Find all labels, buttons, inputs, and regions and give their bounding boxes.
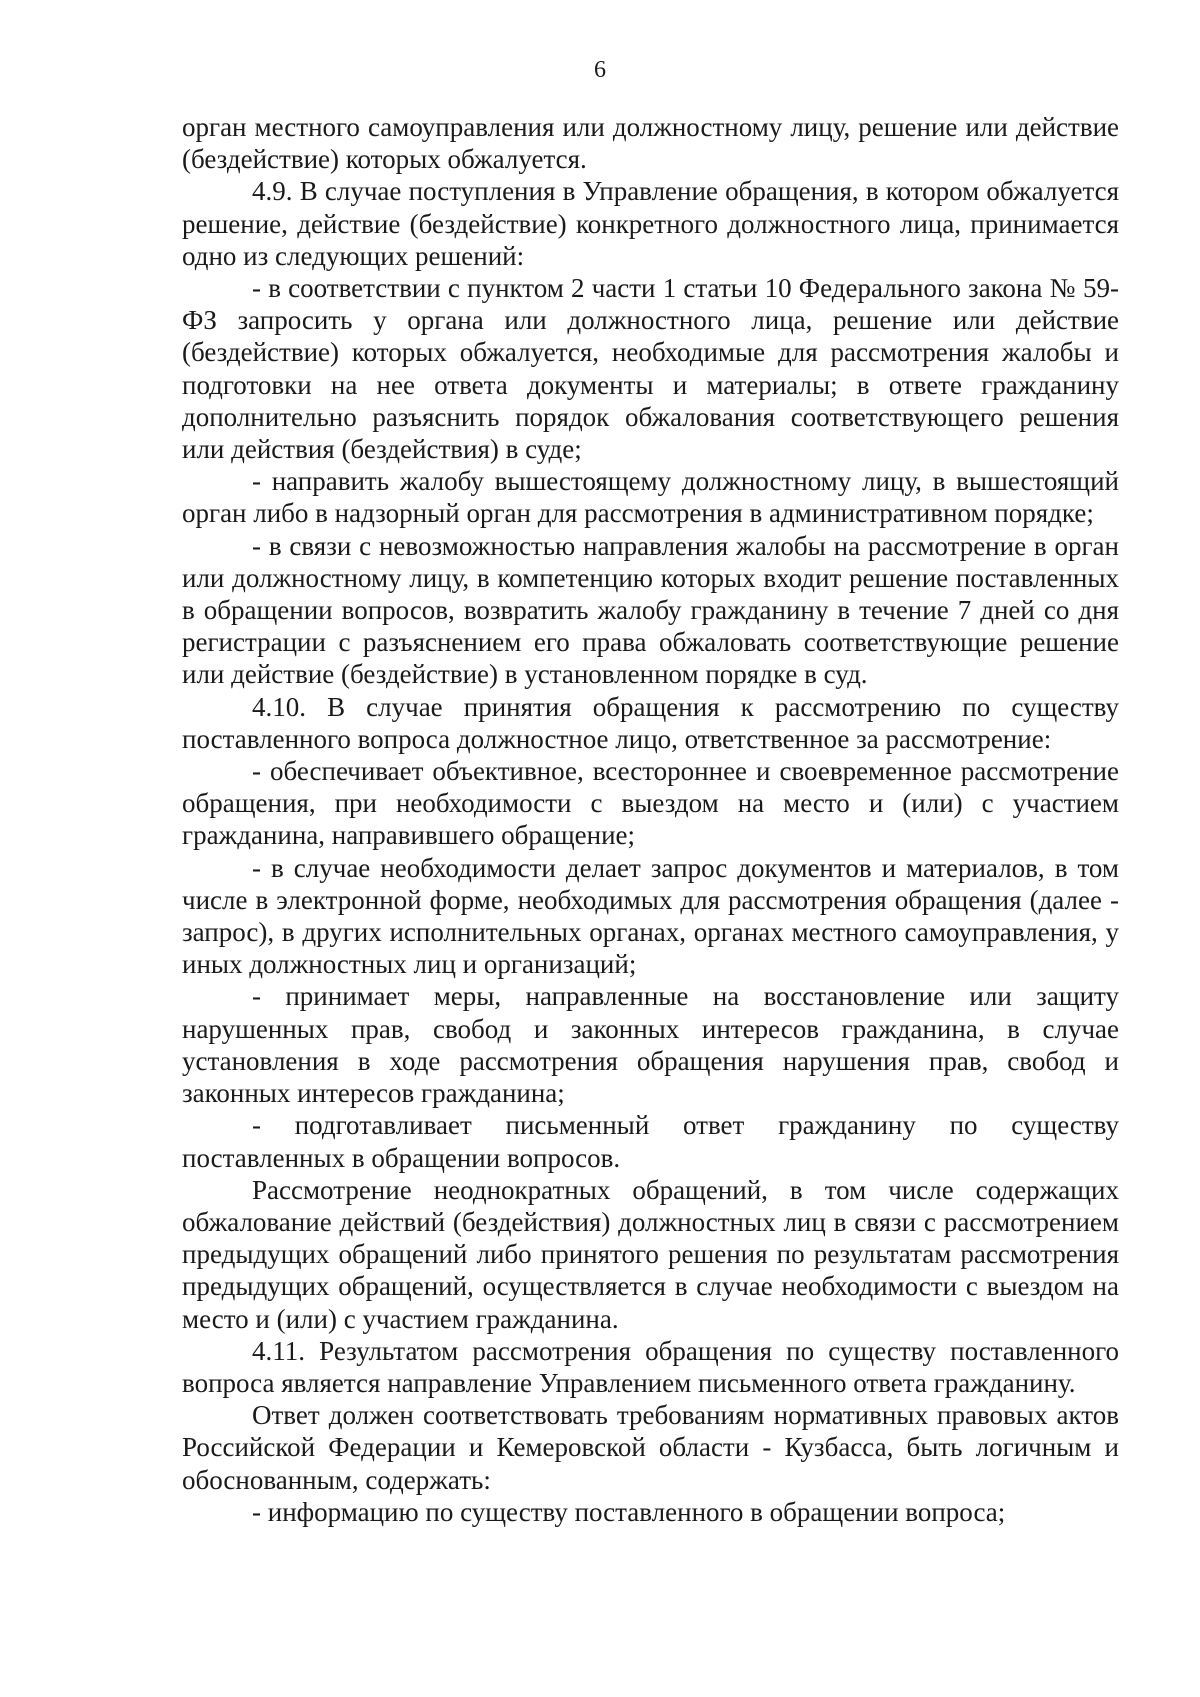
paragraph-continuation: орган местного самоуправления или должностному лицу, решение или действие (бездействие) которых обжалуется. bbox=[182, 112, 1119, 175]
list-item-return-complaint: - в связи с невозможностью направления жалобы на рассмотрение в орган или должностному лицу, в компетенцию которых входит решение поставленных в обращении вопросов, возвратить жалобу гражданину в течение 7 дней со дня регистрации с разъяснением его права обжаловать соответствующие решение или действие (бездействие) в установленном порядке в суд. bbox=[182, 530, 1119, 690]
list-item-ensure-review: - обеспечивает объективное, всестороннее и своевременное рассмотрение обращения, при необходимости с выездом на место и (или) с участием гражданина, направившего обращение; bbox=[182, 756, 1119, 851]
paragraph-4-11: 4.11. Результатом рассмотрения обращения по существу поставленного вопроса является направление Управлением письменного ответа гражданину. bbox=[182, 1335, 1119, 1398]
paragraph-4-10: 4.10. В случае принятия обращения к рассмотрению по существу поставленного вопроса должностное лицо, ответственное за рассмотрение: bbox=[182, 691, 1119, 754]
paragraph-answer-requirements: Ответ должен соответствовать требованиям нормативных правовых актов Российской Федерации и Кемеровской области - Кузбасса, быть логичным и обоснованным, содержать: bbox=[182, 1400, 1119, 1495]
list-item-forward-complaint: - направить жалобу вышестоящему должностному лицу, в вышестоящий орган либо в надзорный орган для рассмотрения в административном порядке; bbox=[182, 466, 1119, 529]
paragraph-4-9: 4.9. В случае поступления в Управление обращения, в котором обжалуется решение, действие (бездействие) конкретного должностного лица, принимается одно из следующих решений: bbox=[182, 176, 1119, 271]
document-body bbox=[182, 111, 1119, 1528]
list-item-information: - информацию по существу поставленного в обращении вопроса; bbox=[252, 1496, 1006, 1527]
list-item-prepare-answer: - подготавливает письменный ответ гражданину по существу поставленных в обращении вопросов. bbox=[182, 1110, 1119, 1173]
list-item-request-materials: - в случае необходимости делает запрос документов и материалов, в том числе в электронной форме, необходимых для рассмотрения обращения (далее - запрос), в других исполнительных органах, органах местного самоуправления, у иных должностных лиц и организаций; bbox=[182, 852, 1119, 980]
list-item-request-documents: - в соответствии с пунктом 2 части 1 статьи 10 Федерального закона № 59-ФЗ запросить у органа или должностного лица, решение или действие (бездействие) которых обжалуется, необходимые для рассмотрения жалобы и подготовки на нее ответа документы и материалы; в ответе гражданину дополнительно разъяснить порядок обжалования соответствующего решения или действия (бездействия) в суде; bbox=[182, 273, 1119, 465]
paragraph-repeated-appeals: Рассмотрение неоднократных обращений, в том числе содержащих обжалование действий (бездействия) должностных лиц в связи с рассмотрением предыдущих обращений либо принятого решения по результатам рассмотрения предыдущих обращений, осуществляется в случае необходимости с выездом на место и (или) с участием гражданина. bbox=[182, 1174, 1119, 1334]
list-item-take-measures: - принимает меры, направленные на восстановление или защиту нарушенных прав, свобод и законных интересов гражданина, в случае установления в ходе рассмотрения обращения нарушения прав, свобод и законных интересов гражданина; bbox=[182, 981, 1119, 1109]
page-number: 6 bbox=[594, 57, 606, 83]
